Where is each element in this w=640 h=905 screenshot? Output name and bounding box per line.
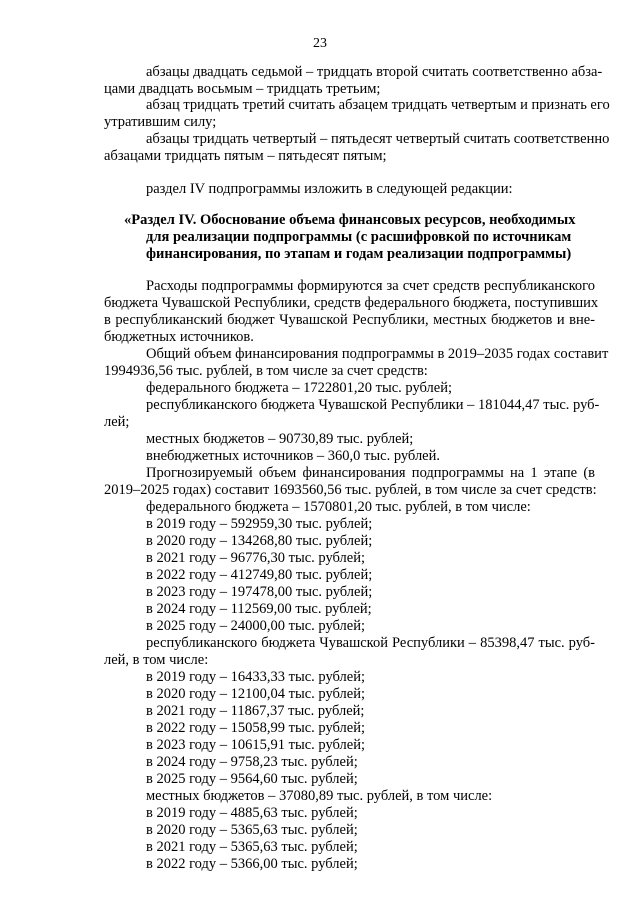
text-line: утратившим силу; xyxy=(104,114,217,130)
year-line: в 2023 году – 10615,91 тыс. рублей; xyxy=(146,737,366,753)
year-line: в 2022 году – 15058,99 тыс. рублей; xyxy=(146,720,366,736)
year-line: в 2020 году – 5365,63 тыс. рублей; xyxy=(146,822,358,838)
text-line: республиканского бюджета Чувашской Республики – 85398,47 тыс. руб- xyxy=(146,635,595,651)
section-heading: для реализации подпрограммы (с расшифровкой по источникам xyxy=(146,229,572,245)
text-line: бюджетных источников. xyxy=(104,329,254,345)
text-line: внебюджетных источников – 360,0 тыс. рублей. xyxy=(146,448,441,464)
year-line: в 2021 году – 96776,30 тыс. рублей; xyxy=(146,550,366,566)
text-line: 1994936,56 тыс. рублей, в том числе за счет средств: xyxy=(104,363,428,379)
year-line: в 2023 году – 197478,00 тыс. рублей; xyxy=(146,584,373,600)
text-line: республиканского бюджета Чувашской Республики – 181044,47 тыс. руб- xyxy=(146,397,600,413)
text-line: местных бюджетов – 37080,89 тыс. рублей, в том числе: xyxy=(146,788,493,804)
year-line: в 2021 году – 11867,37 тыс. рублей; xyxy=(146,703,365,719)
text-line: абзацы тридцать четвертый – пятьдесят четвертый считать соответственно xyxy=(146,131,610,147)
text-line: абзацы двадцать седьмой – тридцать второй считать соответственно абза- xyxy=(146,64,603,80)
text-line: в республиканский бюджет Чувашской Республики, местных бюджетов и вне- xyxy=(104,312,595,328)
year-line: в 2024 году – 112569,00 тыс. рублей; xyxy=(146,601,372,617)
year-line: в 2025 году – 9564,60 тыс. рублей; xyxy=(146,771,358,787)
year-line: в 2019 году – 4885,63 тыс. рублей; xyxy=(146,805,358,821)
year-line: в 2020 году – 12100,04 тыс. рублей; xyxy=(146,686,366,702)
text-line: 2019–2025 годах) составит 1693560,56 тыс. рублей, в том числе за счет средств: xyxy=(104,482,597,498)
section-heading: «Раздел IV. Обоснование объема финансовых ресурсов, необходимых xyxy=(124,212,576,228)
text-line: федерального бюджета – 1570801,20 тыс. рублей, в том числе: xyxy=(146,499,531,515)
text-line: цами двадцать восьмым – тридцать третьим; xyxy=(104,81,381,97)
text-line: бюджета Чувашской Республики, средств федерального бюджета, поступивших xyxy=(104,295,599,311)
year-line: в 2021 году – 5365,63 тыс. рублей; xyxy=(146,839,358,855)
year-line: в 2019 году – 592959,30 тыс. рублей; xyxy=(146,516,373,532)
page-number: 23 xyxy=(313,36,327,51)
year-line: в 2024 году – 9758,23 тыс. рублей; xyxy=(146,754,358,770)
year-line: в 2025 году – 24000,00 тыс. рублей; xyxy=(146,618,366,634)
year-line: в 2020 году – 134268,80 тыс. рублей; xyxy=(146,533,373,549)
text-line: федерального бюджета – 1722801,20 тыс. рублей; xyxy=(146,380,453,396)
text-line: местных бюджетов – 90730,89 тыс. рублей; xyxy=(146,431,414,447)
text-line: абзацами тридцать пятым – пятьдесят пятым; xyxy=(104,148,387,164)
text-line: Расходы подпрограммы формируются за счет средств республиканского xyxy=(146,278,595,294)
text-line: абзац тридцать третий считать абзацем тридцать четвертым и признать его xyxy=(146,97,610,113)
text-line: Прогнозируемый объем финансирования подпрограммы на 1 этапе (в xyxy=(146,465,595,481)
year-line: в 2022 году – 5366,00 тыс. рублей; xyxy=(146,856,358,872)
text-line: лей; xyxy=(104,414,130,430)
text-line: лей, в том числе: xyxy=(104,652,209,668)
section-heading: финансирования, по этапам и годам реализации подпрограммы) xyxy=(146,246,572,262)
text-line: раздел IV подпрограммы изложить в следующей редакции: xyxy=(146,181,513,197)
year-line: в 2019 году – 16433,33 тыс. рублей; xyxy=(146,669,366,685)
text-line: Общий объем финансирования подпрограммы в 2019–2035 годах составит xyxy=(146,346,609,362)
year-line: в 2022 году – 412749,80 тыс. рублей; xyxy=(146,567,373,583)
